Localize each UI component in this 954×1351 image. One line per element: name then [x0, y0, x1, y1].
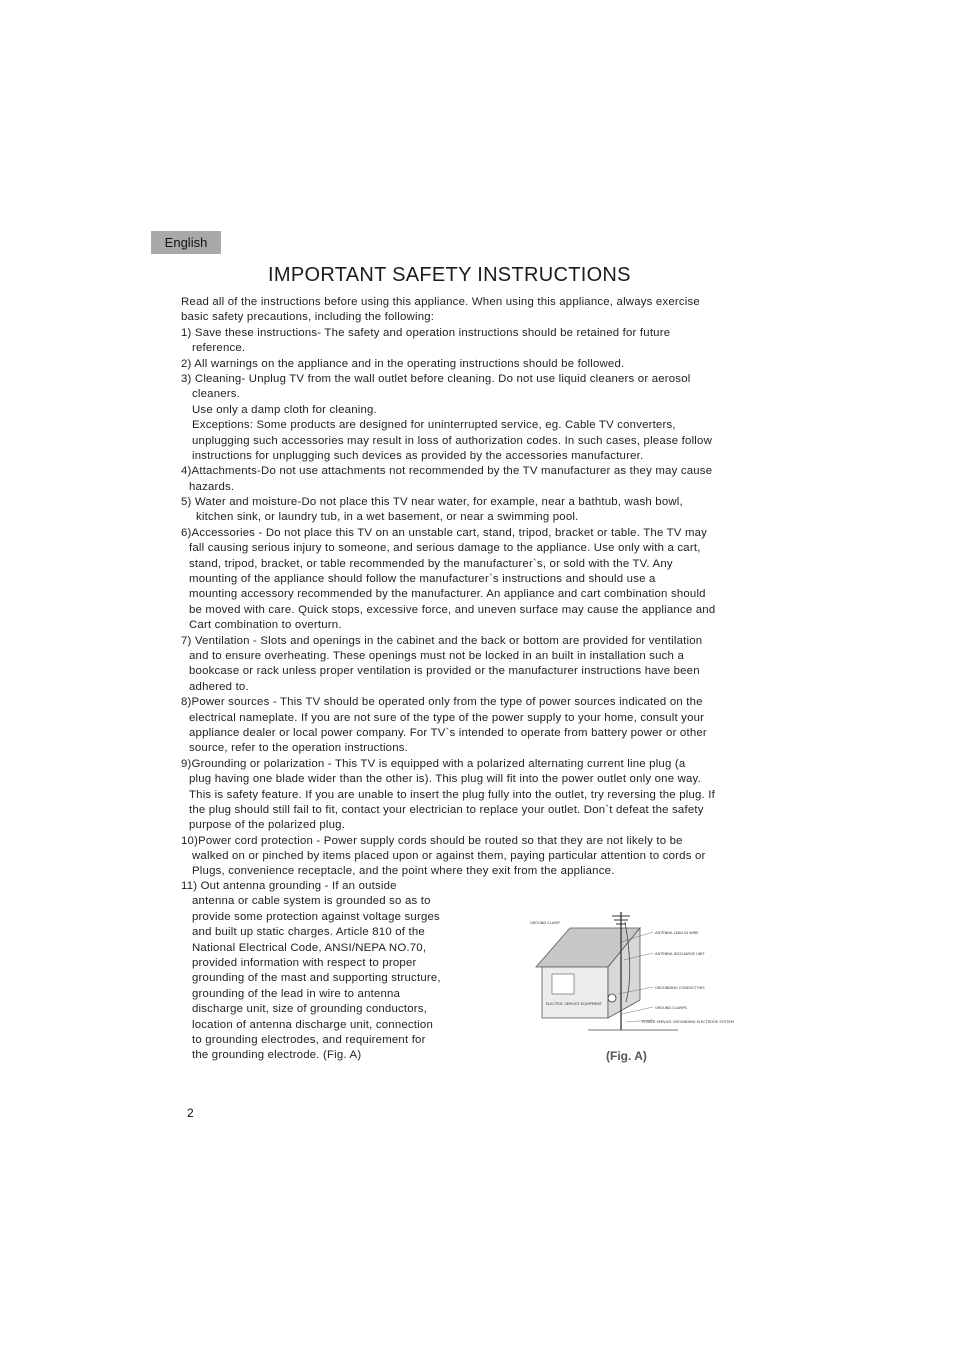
- safety-instructions-body: [181, 295, 781, 880]
- text-line: 8)Power sources - This TV should be operated only from the type of power sources indicated on the: [181, 696, 703, 709]
- text-line: mounting accessory recommended by the manufacturer. An appliance and cart combination should: [189, 588, 706, 601]
- discharge-unit: [608, 994, 616, 1002]
- text-line: mounting of the appliance should follow the manufacturer`s instructions and should use a: [189, 573, 656, 586]
- text-line: plug having one blade wider than the other is). This plug will fit into the power outlet only one way.: [189, 773, 701, 786]
- text-line: provide some protection against voltage surges: [192, 910, 440, 923]
- text-line: Read all of the instructions before using this appliance. When using this appliance, always exercise: [181, 296, 700, 308]
- text-line: 5) Water and moisture-Do not place this TV near water, for example, near a bathtub, wash bowl,: [181, 496, 683, 509]
- text-line: instructions for unplugging such devices as provided by the accessories manufacturer.: [192, 449, 644, 462]
- text-line: discharge unit, size of grounding conductors,: [192, 1003, 428, 1016]
- text-line: 4)Attachments-Do not use attachments not recommended by the TV manufacturer as they may cause: [181, 465, 713, 478]
- page-title: IMPORTANT SAFETY INSTRUCTIONS: [268, 264, 631, 286]
- text-line: walked on or pinched by items placed upon or against them, paying particular attention to cords or: [192, 850, 706, 863]
- text-line: provided information with respect to proper: [192, 956, 417, 969]
- antenna-grounding-figure: [528, 910, 734, 1070]
- text-line: Use only a damp cloth for cleaning.: [192, 403, 377, 416]
- text-line: location of antenna discharge unit, connection: [192, 1018, 433, 1031]
- text-line: antenna or cable system is grounded so as to: [192, 895, 431, 908]
- label-ground-clamp: GROUND CLAMP: [530, 921, 560, 925]
- text-line: 1) Save these instructions- The safety and operation instructions should be retained for future: [181, 326, 671, 339]
- text-line: Cart combination to overturn.: [189, 619, 342, 632]
- text-line: electrical nameplate. If you are not sure of the type of the power supply to your home, consult your: [189, 711, 705, 724]
- text-line: 2) All warnings on the appliance and in the operating instructions should be followed.: [181, 357, 625, 370]
- text-line: 7) Ventilation - Slots and openings in the cabinet and the back or bottom are provided for ventilation: [181, 634, 703, 647]
- text-line: and built up static charges. Article 810 of the: [192, 926, 425, 939]
- text-line: bookcase or rack unless proper ventilation is provided or the manufacturer instructions have been: [189, 665, 700, 678]
- text-line: adhered to.: [189, 680, 249, 693]
- service-equipment-box: [552, 974, 574, 994]
- figure-caption: (Fig. A): [606, 1049, 647, 1063]
- text-line: reference.: [192, 342, 246, 355]
- text-line: 9)Grounding or polarization - This TV is equipped with a polarized alternating current line plug (a: [181, 757, 686, 770]
- text-line: to grounding electrodes, and requirement for: [192, 1033, 426, 1046]
- text-line: Plugs, convenience receptacle, and the point where they exit from the appliance.: [192, 865, 615, 878]
- text-line: stand, tripod, bracket, or table recommended by the manufacturer`s, or sold with the TV. Any: [189, 557, 673, 570]
- text-line: basic safety precautions, including the following:: [181, 311, 435, 324]
- text-line: fall causing serious injury to someone, and serious damage to the appliance. Use only with a cart,: [189, 542, 701, 555]
- text-line: 11) Out antenna grounding - If an outside: [181, 880, 397, 892]
- text-line: hazards.: [189, 480, 235, 493]
- text-line: Exceptions: Some products are designed for uninterrupted service, eg. Cable TV converters,: [192, 419, 676, 432]
- label-discharge-unit: ANTENNA DISCHARGE UNIT: [655, 952, 705, 956]
- text-line: be moved with care. Quick stops, excessive force, and uneven surface may cause the appliance and: [189, 603, 716, 616]
- text-line: and to ensure overheating. These openings must not be locked in an built in installation such a: [189, 649, 684, 662]
- text-line: 3) Cleaning- Unplug TV from the wall outlet before cleaning. Do not use liquid cleaners or aerosol: [181, 372, 691, 385]
- antenna-grounding-text: [181, 879, 481, 1064]
- text-line: cleaners.: [192, 388, 241, 401]
- text-line: appliance dealer or local power company. For TV`s intended to operate from battery power or other: [189, 726, 707, 739]
- text-line: National Electrical Code, ANSI/NEPA NO.70,: [192, 941, 427, 954]
- text-line: grounding of the mast and supporting structure,: [192, 972, 441, 985]
- label-antenna-lead-in: ANTENNA LEAD IN WIRE: [655, 931, 699, 935]
- text-line: grounding of the lead in wire to antenna: [192, 987, 401, 1000]
- text-line: 6)Accessories - Do not place this TV on an unstable cart, stand, tripod, bracket or table. The TV may: [181, 526, 708, 539]
- label-power-service: POWER SERVICE GROUNDING ELECTRODE SYSTEM: [642, 1020, 734, 1024]
- page-number: 2: [187, 1106, 194, 1120]
- text-line: source, refer to the operation instructions.: [189, 742, 409, 755]
- text-line: purpose of the polarized plug.: [189, 819, 346, 832]
- text-line: This is safety feature. If you are unable to insert the plug fully into the outlet, try reversing the plug. If: [189, 788, 715, 801]
- label-grounding-conductors: GROUNDING CONDUCTORS: [655, 986, 705, 990]
- text-line: 10)Power cord protection - Power supply cords should be routed so that they are not likely to be: [181, 834, 683, 847]
- text-line: the grounding electrode. (Fig. A): [192, 1049, 362, 1062]
- text-line: unplugging such accessories may result in loss of authorization codes. In such cases, please follow: [192, 434, 712, 447]
- text-line: kitchen sink, or laundry tub, in a wet basement, or near a swimming pool.: [196, 511, 579, 524]
- text-line: the plug should still fail to fit, contact your electrician to replace your outlet. Don`t defeat the safety: [189, 803, 704, 816]
- label-electric-service: ELECTRIC SERVICE EQUIPMENT: [546, 1002, 602, 1006]
- language-tab: English: [151, 231, 221, 254]
- label-leader: [622, 1007, 653, 1014]
- label-ground-clamps: GROUND CLAMPS: [655, 1006, 687, 1010]
